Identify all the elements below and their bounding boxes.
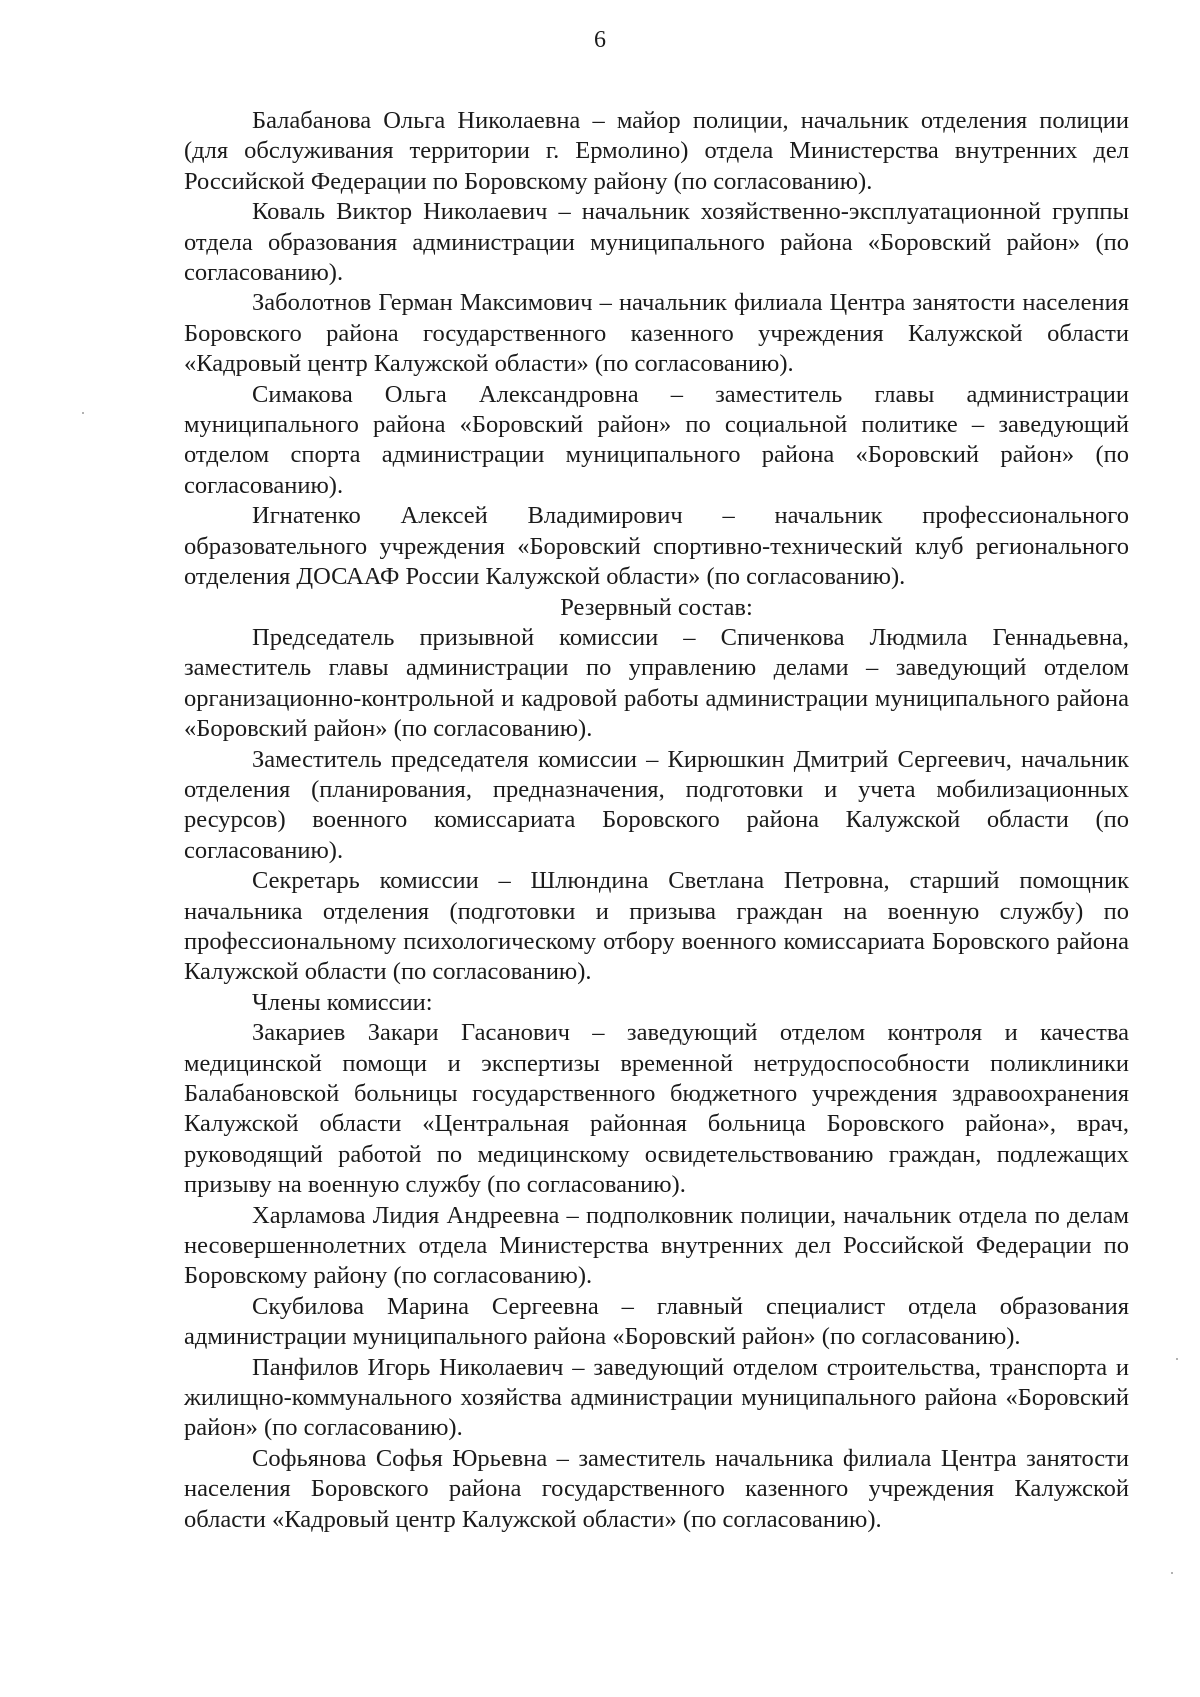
members-label: Члены комиссии: <box>252 988 433 1016</box>
scan-speck <box>1171 1572 1173 1574</box>
reserve-deputy-paragraph: Заместитель председателя комиссии – Кирюшкин Дмитрий Сергеевич, начальник отделения (планирования, предназначения, подготовки и учета мобилизационных ресурсов) военного комиссариата Боровского района Калужской области (по согласованию). <box>184 745 1129 864</box>
document-body <box>184 106 1129 1535</box>
reserve-member-paragraph: Софьянова Софья Юрьевна – заместитель начальника филиала Центра занятости населения Боровского района государственного казенного учреждения Калужской области «Кадровый центр Калужской области» (по согласованию). <box>184 1444 1129 1533</box>
member-paragraph: Коваль Виктор Николаевич – начальник хозяйственно-эксплуатационной группы отдела образования администрации муниципального района «Боровский район» (по согласованию). <box>184 198 1129 287</box>
reserve-heading: Резервный состав: <box>560 593 753 621</box>
member-paragraph: Заболотнов Герман Максимович – начальник филиала Центра занятости населения Боровского района государственного казенного учреждения Калужской области «Кадровый центр Калужской области» (по согласованию). <box>184 289 1129 378</box>
reserve-member-paragraph: Скубилова Марина Сергеевна – главный специалист отдела образования администрации муниципального района «Боровский район» (по согласованию). <box>184 1292 1129 1351</box>
scan-speck <box>82 412 84 414</box>
reserve-member-paragraph: Закариев Закари Гасанович – заведующий отделом контроля и качества медицинской помощи и экспертизы временной нетрудоспособности поликлиники Балабановской больницы государственного бюджетного учреждения здравоохранения Калужской области «Центральная районная больница Боровского района», врач, руководящий работой по медицинскому освидетельствованию граждан, подлежащих призыву на военную службу (по согласованию). <box>184 1019 1129 1199</box>
reserve-secretary-paragraph: Секретарь комиссии – Шлюндина Светлана Петровна, старший помощник начальника отделения (подготовки и призыва граждан на военную службу) по профессиональному психологическому отбору военного комиссариата Боровского района Калужской области (по согласованию). <box>184 867 1129 986</box>
reserve-member-paragraph: Харламова Лидия Андреевна – подполковник полиции, начальник отдела по делам несовершеннолетних отдела Министерства внутренних дел Российской Федерации по Боровскому району (по согласованию). <box>184 1201 1129 1290</box>
reserve-member-paragraph: Панфилов Игорь Николаевич – заведующий отделом строительства, транспорта и жилищно-коммунального хозяйства администрации муниципального района «Боровский район» (по согласованию). <box>184 1353 1129 1442</box>
member-paragraph: Симакова Ольга Александровна – заместитель главы администрации муниципального района «Боровский район» по социальной политике – заведующий отделом спорта администрации муниципального района «Боровский район» (по согласованию). <box>184 380 1129 499</box>
member-paragraph: Балабанова Ольга Николаевна – майор полиции, начальник отделения полиции (для обслуживания территории г. Ермолино) отдела Министерства внутренних дел Российской Федерации по Боровскому району (по согласованию). <box>184 107 1129 195</box>
reserve-chair-paragraph: Председатель призывной комиссии – Спиченкова Людмила Геннадьевна, заместитель главы администрации по управлению делами – заведующий отделом организационно-контрольной и кадровой работы администрации муниципального района «Боровский район» (по согласованию). <box>184 623 1129 743</box>
page-number: 6 <box>594 27 606 53</box>
scan-speck <box>1176 1358 1178 1360</box>
member-paragraph: Игнатенко Алексей Владимирович – начальник профессионального образовательного учреждения «Боровский спортивно-технический клуб регионального отделения ДОСААФ России Калужской области» (по согласованию). <box>184 502 1129 591</box>
